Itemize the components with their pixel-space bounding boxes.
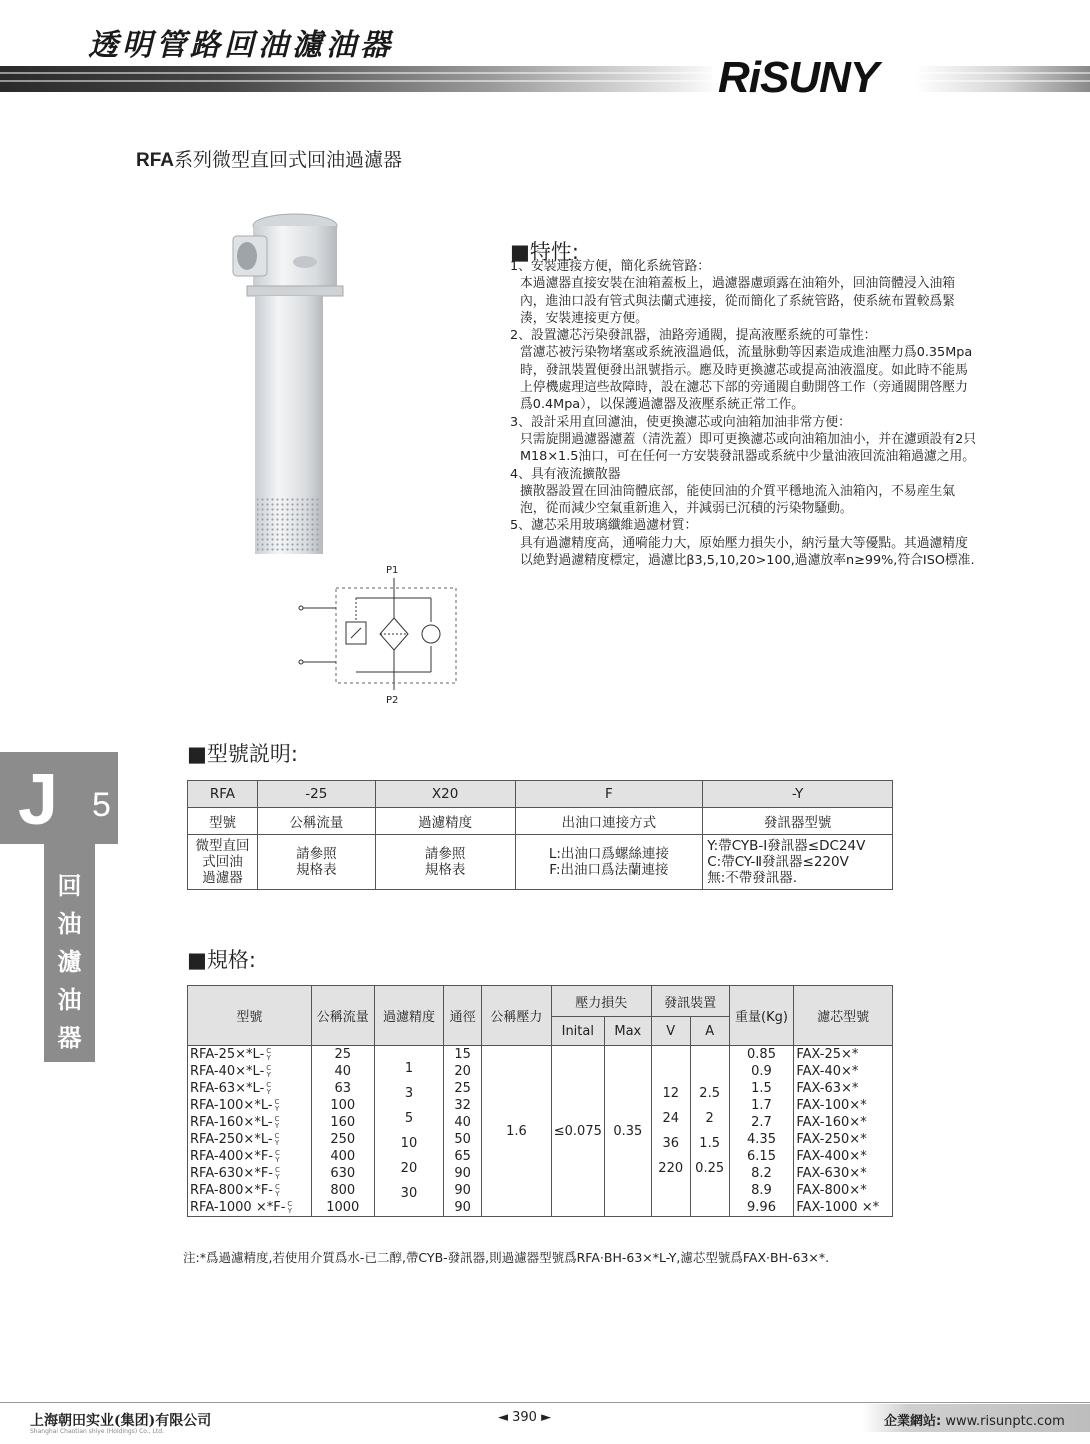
filter-product-image — [225, 212, 350, 557]
spec-flow-cell: 250 — [311, 1131, 374, 1148]
footer-company-en: Shanghai Chaotian shiye (Holdings) Co., Ltd. — [30, 1428, 164, 1435]
spec-element-cell: FAX-63×* — [794, 1080, 893, 1097]
spec-flow-cell: 100 — [311, 1097, 374, 1114]
spec-model-cell — [188, 1148, 312, 1165]
spec-model-cell — [188, 1046, 312, 1064]
col-flow: 公稱流量 — [311, 986, 374, 1046]
chapter-char-3: 濾 — [57, 948, 82, 976]
col-precision: 過濾精度 — [374, 986, 444, 1046]
spec-model-cell — [188, 1097, 312, 1114]
spec-model-text: RFA-400×*F- — [190, 1149, 273, 1164]
spec-model-text: RFA-250×*L- — [190, 1132, 273, 1147]
spec-model-text: RFA-800×*F- — [190, 1183, 273, 1198]
spec-model-cell — [188, 1165, 312, 1182]
col-weight: 重量(Kg) — [729, 986, 794, 1046]
feature-1-body: 本過濾器直接安裝在油箱蓋板上，過濾器慮頭露在油箱外，回油筒體浸入油箱內，進油口設有管式與法蘭式連接，從而簡化了系統管路，使系統布置較爲緊湊，安裝連接更方便。 — [520, 276, 956, 326]
page-number: ◄ 390 ► — [498, 1410, 552, 1425]
col-pressure-loss: 壓力損失 — [551, 986, 651, 1017]
website-label: 企業網站: — [884, 1414, 942, 1429]
model-code-cell: -Y — [703, 781, 893, 808]
page-header-title: 透明管路回油濾油器 — [88, 28, 394, 63]
spec-model-text: RFA-40×*L- — [190, 1064, 265, 1079]
chapter-char-1: 回 — [57, 872, 82, 900]
signal-option-marker: C Y — [287, 1199, 293, 1215]
spec-precision-cell: 1 3 5 10 20 30 — [374, 1046, 444, 1217]
feature-4-title: 4、具有液流擴散器 — [510, 466, 621, 482]
spec-model-text: RFA-25×*L- — [190, 1047, 265, 1062]
spec-element-cell: FAX-40×* — [794, 1063, 893, 1080]
spec-flow-cell: 40 — [311, 1063, 374, 1080]
model-code-cell: RFA — [188, 781, 258, 808]
spec-amp-cell: 2.5 2 1.5 0.25 — [690, 1046, 729, 1217]
spec-weight-cell: 4.35 — [729, 1131, 794, 1148]
signal-option-marker: C Y — [274, 1131, 280, 1147]
feature-3-body: 只需旋開過濾器濾蓋（清洗蓋）即可更換濾芯或向油箱加油小，并在濾頭設有2只M18×1.5油口，可在任何一方安裝發訊器或系統中少量油液回流油箱過濾之用。 — [520, 431, 977, 465]
spec-volt-cell: 12 24 36 220 — [651, 1046, 690, 1217]
spec-model-cell — [188, 1182, 312, 1199]
footer-divider — [0, 1402, 1090, 1403]
spec-element-cell: FAX-1000 ×* — [794, 1199, 893, 1217]
spec-weight-cell: 8.2 — [729, 1165, 794, 1182]
product-subtitle — [136, 145, 402, 172]
spec-diameter-cell: 50 — [444, 1131, 482, 1148]
model-label-cell: 過濾精度 — [375, 808, 515, 835]
model-label-cell: 型號 — [188, 808, 258, 835]
signal-option-marker: C Y — [274, 1114, 280, 1130]
model-desc-flow: 請參照 規格表 — [257, 835, 375, 890]
feature-5-title: 5、濾芯采用玻璃纖維過濾材質： — [510, 518, 698, 534]
chapter-letter: J — [18, 760, 59, 840]
signal-option-marker: C Y — [275, 1148, 280, 1164]
signal-option-marker: C Y — [266, 1046, 272, 1062]
spec-flow-cell: 630 — [311, 1165, 374, 1182]
spec-loss-max-cell: 0.35 — [604, 1046, 651, 1217]
spec-weight-cell: 1.5 — [729, 1080, 794, 1097]
spec-model-cell — [188, 1199, 312, 1217]
spec-weight-cell: 1.7 — [729, 1097, 794, 1114]
chapter-char-4: 油 — [57, 986, 82, 1014]
signal-option-marker: C Y — [266, 1063, 272, 1079]
spec-flow-cell: 400 — [311, 1148, 374, 1165]
signal-option-marker: C Y — [275, 1182, 280, 1198]
header-gradient-bar — [0, 66, 1090, 92]
model-desc-signal: Y:帶CYB-I發訊器≤DC24V C:帶CY-Ⅱ發訊器≤220V 無:不帶發訊器. — [703, 835, 893, 890]
subtitle-prefix: RFA — [136, 150, 174, 171]
chapter-number: 5 — [92, 786, 111, 824]
feature-4-body: 擴散器設置在回油筒體底部，能使回油的介質平穩地流入油箱內，不易産生氣泡，從而減少空氣重新進入，并減弱已沉積的污染物騷動。 — [520, 483, 956, 517]
spec-flow-cell: 160 — [311, 1114, 374, 1131]
spec-diameter-cell: 90 — [444, 1165, 482, 1182]
spec-element-cell: FAX-160×* — [794, 1114, 893, 1131]
feature-1-title: 1、安裝連接方便，簡化系統管路： — [510, 259, 711, 274]
col-amp: A — [690, 1017, 729, 1046]
spec-diameter-cell: 20 — [444, 1063, 482, 1080]
feature-5-body: 具有過濾精度高，通嗬能力大，原始壓力損失小，納污量大等優點。其過濾精度以絶對過濾精度標定，過濾比β3,5,10,20>100,過濾放率n≥99%,符合ISO標准. — [520, 535, 975, 569]
col-loss-max: Max — [604, 1017, 651, 1046]
spec-element-cell: FAX-100×* — [794, 1097, 893, 1114]
spec-element-cell: FAX-800×* — [794, 1182, 893, 1199]
spec-weight-cell: 2.7 — [729, 1114, 794, 1131]
spec-diameter-cell: 15 — [444, 1046, 482, 1064]
col-volt: V — [651, 1017, 690, 1046]
features-list — [510, 258, 980, 569]
spec-model-text: RFA-630×*F- — [190, 1166, 273, 1181]
model-code-row — [188, 781, 893, 808]
spec-diameter-cell: 65 — [444, 1148, 482, 1165]
chapter-char-5: 器 — [57, 1024, 82, 1052]
model-label-cell: 出油口連接方式 — [515, 808, 703, 835]
model-heading: ■型號説明: — [187, 742, 298, 766]
spec-flow-cell: 63 — [311, 1080, 374, 1097]
footer-company: 上海朝田实业(集团)有限公司 — [30, 1413, 212, 1429]
model-code-cell: -25 — [257, 781, 375, 808]
port-p1-label: P1 — [386, 565, 399, 576]
spec-model-text: RFA-100×*L- — [190, 1098, 273, 1113]
spec-weight-cell: 8.9 — [729, 1182, 794, 1199]
signal-option-marker: C Y — [275, 1165, 280, 1181]
model-label-cell: 公稱流量 — [257, 808, 375, 835]
spec-model-text: RFA-160×*L- — [190, 1115, 273, 1130]
col-pressure: 公稱壓力 — [482, 986, 552, 1046]
model-code-cell: X20 — [375, 781, 515, 808]
col-loss-initial: Inital — [551, 1017, 604, 1046]
spec-diameter-cell: 40 — [444, 1114, 482, 1131]
spec-element-cell: FAX-400×* — [794, 1148, 893, 1165]
features-heading: ■特性: — [510, 240, 579, 264]
footer-website — [884, 1410, 1065, 1429]
spec-loss-initial-cell: ≤0.075 — [551, 1046, 604, 1217]
spec-diameter-cell: 90 — [444, 1182, 482, 1199]
spec-heading: ■規格: — [187, 948, 256, 972]
model-desc-connection: L:出油口爲螺絲連接 F:出油口爲法蘭連接 — [515, 835, 703, 890]
spec-weight-cell: 6.15 — [729, 1148, 794, 1165]
spec-diameter-cell: 32 — [444, 1097, 482, 1114]
feature-3-title: 3、設計采用直回濾油，使更換濾芯或向油箱加油非常方便： — [510, 414, 851, 430]
spec-element-cell: FAX-25×* — [794, 1046, 893, 1064]
feature-2-body: 當濾芯被污染物堵塞或系統液溫過低，流量脉動等因素造成進油壓力爲0.35Mpa時，發訊裝置便發出訊號指示。應及時更換濾芯或提高油液溫度。如此時不能馬上停機處理這些故障時，設在濾芯下部的旁通閥自動開啓工作（旁通閥開啓壓力爲0.4Mpa），以保護過濾器及液壓系統正常工作。 — [520, 345, 973, 413]
spec-weight-cell: 0.85 — [729, 1046, 794, 1064]
model-desc-row — [188, 835, 893, 890]
spec-weight-cell: 0.9 — [729, 1063, 794, 1080]
spec-element-cell: FAX-630×* — [794, 1165, 893, 1182]
spec-flow-cell: 25 — [311, 1046, 374, 1064]
model-explanation-table — [187, 780, 893, 890]
feature-2-title: 2、設置濾芯污染發訊器，油路旁通閥，提高液壓系統的可靠性： — [510, 328, 877, 344]
model-code-cell: F — [515, 781, 703, 808]
spec-flow-cell: 800 — [311, 1182, 374, 1199]
hydraulic-symbol-diagram — [296, 560, 466, 710]
spec-model-cell — [188, 1114, 312, 1131]
spec-pressure-cell: 1.6 — [482, 1046, 552, 1217]
col-signal-device: 發訊裝置 — [651, 986, 729, 1017]
spec-table — [187, 985, 893, 1217]
spec-element-cell: FAX-250×* — [794, 1131, 893, 1148]
spec-note: 注:*爲過濾精度,若使用介質爲水-已二醇,帶CYB-發訊器,則過濾器型號爲RFA·BH-63×*L-Y,濾芯型號爲FAX·BH-63×*. — [183, 1250, 830, 1265]
model-label-cell: 發訊器型號 — [703, 808, 893, 835]
spec-model-text: RFA-1000 ×*F- — [190, 1200, 286, 1215]
model-desc-precision: 請參照 規格表 — [375, 835, 515, 890]
spec-model-cell — [188, 1131, 312, 1148]
spec-model-cell — [188, 1080, 312, 1097]
chapter-char-2: 油 — [57, 910, 82, 938]
col-model: 型號 — [188, 986, 312, 1046]
spec-diameter-cell: 90 — [444, 1199, 482, 1217]
model-label-row — [188, 808, 893, 835]
website-url: www.risunptc.com — [945, 1414, 1065, 1429]
spec-model-text: RFA-63×*L- — [190, 1081, 265, 1096]
model-desc-type: 微型直回 式回油 過濾器 — [188, 835, 258, 890]
spec-model-cell — [188, 1063, 312, 1080]
subtitle-text: 系列微型直回式回油過濾器 — [174, 149, 403, 171]
port-p2-label: P2 — [386, 695, 399, 706]
spec-weight-cell: 9.96 — [729, 1199, 794, 1217]
signal-option-marker: C Y — [274, 1097, 280, 1113]
col-element: 濾芯型號 — [794, 986, 893, 1046]
spec-row — [188, 1046, 893, 1064]
spec-diameter-cell: 25 — [444, 1080, 482, 1097]
spec-flow-cell: 1000 — [311, 1199, 374, 1217]
col-diameter: 通徑 — [444, 986, 482, 1046]
brand-logo: RiSUNY — [712, 54, 884, 102]
signal-option-marker: C Y — [266, 1080, 272, 1096]
